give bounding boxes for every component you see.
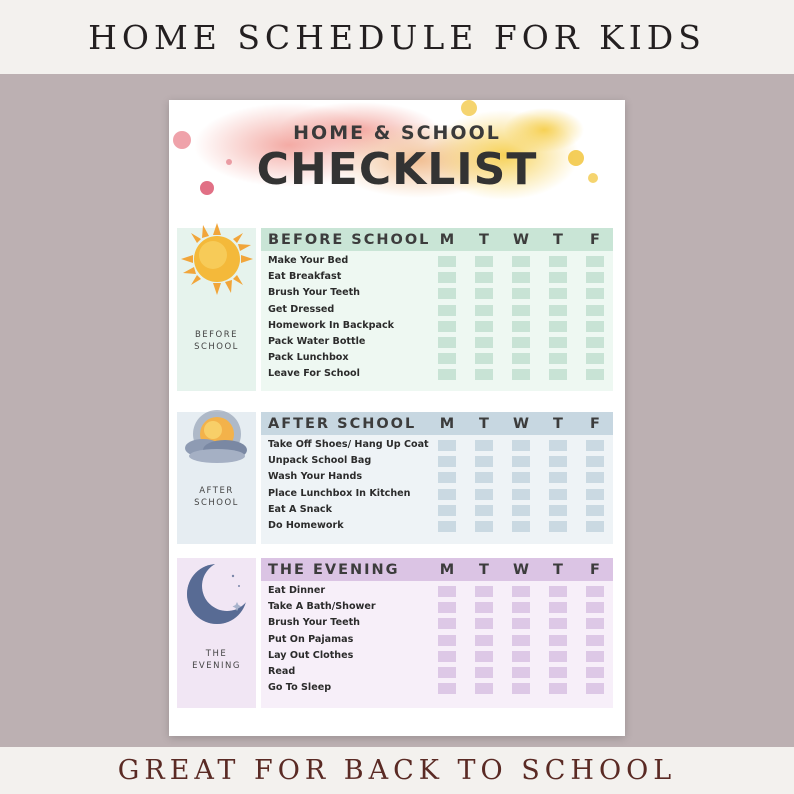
- checkbox-mon[interactable]: [438, 489, 456, 500]
- checkbox-wed[interactable]: [512, 489, 530, 500]
- side-label: AFTER SCHOOL: [194, 486, 239, 508]
- checkbox-thu[interactable]: [549, 618, 567, 629]
- checkbox-fri[interactable]: [586, 353, 604, 364]
- day-header-mon: M: [439, 232, 455, 248]
- checkbox-mon[interactable]: [438, 272, 456, 283]
- checkbox-fri[interactable]: [586, 256, 604, 267]
- checkbox-wed[interactable]: [512, 602, 530, 613]
- checkbox-mon[interactable]: [438, 321, 456, 332]
- day-header-wed: W: [513, 232, 529, 248]
- checkbox-wed[interactable]: [512, 353, 530, 364]
- checkbox-mon[interactable]: [438, 683, 456, 694]
- top-banner-text: HOME SCHEDULE FOR KIDS: [88, 17, 706, 57]
- task-label: Homework In Backpack: [268, 319, 395, 331]
- section-title: AFTER SCHOOL: [268, 416, 417, 432]
- section-before-school: [177, 228, 613, 391]
- checkbox-wed[interactable]: [512, 521, 530, 532]
- day-header-fri: F: [590, 416, 600, 432]
- checkbox-tue[interactable]: [475, 305, 493, 316]
- checkbox-fri[interactable]: [586, 505, 604, 516]
- checkbox-wed[interactable]: [512, 667, 530, 678]
- side-panel: [177, 412, 256, 544]
- checkbox-thu[interactable]: [549, 272, 567, 283]
- checkbox-mon[interactable]: [438, 288, 456, 299]
- checkbox-mon[interactable]: [438, 651, 456, 662]
- task-label: Eat Breakfast: [268, 271, 342, 283]
- task-label: Put On Pajamas: [268, 633, 354, 645]
- checkbox-tue[interactable]: [475, 618, 493, 629]
- checkbox-fri[interactable]: [586, 651, 604, 662]
- checkbox-fri[interactable]: [586, 369, 604, 380]
- checkbox-thu[interactable]: [549, 586, 567, 597]
- checkbox-fri[interactable]: [586, 635, 604, 646]
- checkbox-mon[interactable]: [438, 635, 456, 646]
- checkbox-thu[interactable]: [549, 472, 567, 483]
- checkbox-mon[interactable]: [438, 456, 456, 467]
- checkbox-fri[interactable]: [586, 305, 604, 316]
- task-label: Brush Your Teeth: [268, 617, 361, 629]
- task-label: Make Your Bed: [268, 255, 349, 266]
- checkbox-tue[interactable]: [475, 337, 493, 348]
- task-label: Read: [268, 666, 296, 677]
- checkbox-thu[interactable]: [549, 505, 567, 516]
- bottom-banner: [0, 747, 794, 794]
- checkbox-fri[interactable]: [586, 602, 604, 613]
- checkbox-wed[interactable]: [512, 337, 530, 348]
- checkbox-thu[interactable]: [549, 651, 567, 662]
- day-header-thu: T: [553, 562, 563, 578]
- checkbox-mon[interactable]: [438, 369, 456, 380]
- checkbox-wed[interactable]: [512, 683, 530, 694]
- sun-icon: [179, 221, 255, 297]
- checkbox-tue[interactable]: [475, 635, 493, 646]
- checkbox-tue[interactable]: [475, 353, 493, 364]
- checkbox-wed[interactable]: [512, 586, 530, 597]
- task-list: [261, 435, 613, 544]
- task-label: Place Lunchbox In Kitchen: [268, 487, 411, 499]
- checkbox-wed[interactable]: [512, 369, 530, 380]
- checkbox-tue[interactable]: [475, 440, 493, 451]
- section-title: BEFORE SCHOOL: [268, 232, 431, 248]
- task-label: Pack Lunchbox: [268, 352, 349, 364]
- checkbox-tue[interactable]: [475, 667, 493, 678]
- task-label: Get Dressed: [268, 303, 335, 315]
- checkbox-mon[interactable]: [438, 618, 456, 629]
- checkbox-fri[interactable]: [586, 521, 604, 532]
- checkbox-thu[interactable]: [549, 602, 567, 613]
- checkbox-mon[interactable]: [438, 256, 456, 267]
- sheet-subtitle: HOME & SCHOOL: [293, 122, 501, 144]
- checkbox-tue[interactable]: [475, 256, 493, 267]
- checkbox-tue[interactable]: [475, 489, 493, 500]
- checkbox-fri[interactable]: [586, 683, 604, 694]
- checkbox-tue[interactable]: [475, 288, 493, 299]
- checkbox-thu[interactable]: [549, 635, 567, 646]
- checkbox-wed[interactable]: [512, 635, 530, 646]
- checkbox-thu[interactable]: [549, 667, 567, 678]
- checkbox-mon[interactable]: [438, 521, 456, 532]
- checkbox-wed[interactable]: [512, 618, 530, 629]
- day-header-mon: M: [439, 416, 455, 432]
- side-label: BEFORE SCHOOL: [194, 330, 239, 352]
- checkbox-tue[interactable]: [475, 505, 493, 516]
- checkbox-mon[interactable]: [438, 305, 456, 316]
- section-after-school: [177, 412, 613, 544]
- day-header-thu: T: [553, 232, 563, 248]
- checkbox-thu[interactable]: [549, 337, 567, 348]
- checkbox-thu[interactable]: [549, 353, 567, 364]
- sheet-title: CHECKLIST: [256, 144, 538, 195]
- checkbox-tue[interactable]: [475, 472, 493, 483]
- checkbox-mon[interactable]: [438, 472, 456, 483]
- checkbox-wed[interactable]: [512, 256, 530, 267]
- side-panel: [177, 558, 256, 708]
- checkbox-fri[interactable]: [586, 288, 604, 299]
- checkbox-fri[interactable]: [586, 586, 604, 597]
- task-label: Unpack School Bag: [268, 455, 372, 467]
- day-header-fri: F: [590, 562, 600, 578]
- section-the-evening: [177, 558, 613, 708]
- checkbox-wed[interactable]: [512, 272, 530, 283]
- checkbox-tue[interactable]: [475, 602, 493, 613]
- checkbox-fri[interactable]: [586, 472, 604, 483]
- day-header-fri: F: [590, 232, 600, 248]
- checkbox-tue[interactable]: [475, 272, 493, 283]
- checkbox-tue[interactable]: [475, 456, 493, 467]
- checkbox-thu[interactable]: [549, 288, 567, 299]
- checkbox-tue[interactable]: [475, 586, 493, 597]
- task-label: Eat A Snack: [268, 503, 332, 515]
- task-label: Leave For School: [268, 368, 360, 380]
- checkbox-mon[interactable]: [438, 586, 456, 597]
- task-label: Lay Out Clothes: [268, 649, 354, 661]
- checkbox-thu[interactable]: [549, 305, 567, 316]
- checkbox-fri[interactable]: [586, 667, 604, 678]
- checkbox-mon[interactable]: [438, 667, 456, 678]
- section-header: [261, 228, 613, 251]
- day-header-wed: W: [513, 416, 529, 432]
- checkbox-fri[interactable]: [586, 337, 604, 348]
- checkbox-thu[interactable]: [549, 256, 567, 267]
- section-header: [261, 558, 613, 581]
- task-label: Go To Sleep: [268, 682, 332, 694]
- checkbox-mon[interactable]: [438, 353, 456, 364]
- day-header-wed: W: [513, 562, 529, 578]
- checkbox-thu[interactable]: [549, 456, 567, 467]
- day-header-tue: T: [479, 416, 489, 432]
- task-label: Wash Your Hands: [268, 471, 363, 483]
- checkbox-fri[interactable]: [586, 321, 604, 332]
- checkbox-wed[interactable]: [512, 440, 530, 451]
- section-header: [261, 412, 613, 435]
- checkbox-wed[interactable]: [512, 651, 530, 662]
- top-banner: [0, 0, 794, 74]
- sunset-cloud-icon: [179, 406, 255, 472]
- checkbox-fri[interactable]: [586, 456, 604, 467]
- checkbox-wed[interactable]: [512, 305, 530, 316]
- checkbox-thu[interactable]: [549, 521, 567, 532]
- task-list: [261, 251, 613, 391]
- checkbox-fri[interactable]: [586, 489, 604, 500]
- checklist-sheet: [169, 100, 625, 736]
- checkbox-thu[interactable]: [549, 683, 567, 694]
- task-label: Take A Bath/Shower: [268, 601, 376, 613]
- checkbox-fri[interactable]: [586, 272, 604, 283]
- checkbox-tue[interactable]: [475, 521, 493, 532]
- day-header-mon: M: [439, 562, 455, 578]
- side-label: THE EVENING: [192, 649, 241, 671]
- checkbox-wed[interactable]: [512, 456, 530, 467]
- checkbox-fri[interactable]: [586, 440, 604, 451]
- task-list: [261, 581, 613, 708]
- checkbox-thu[interactable]: [549, 440, 567, 451]
- moon-icon: [179, 556, 255, 632]
- checkbox-tue[interactable]: [475, 321, 493, 332]
- task-label: Eat Dinner: [268, 585, 326, 596]
- checkbox-tue[interactable]: [475, 683, 493, 694]
- checkbox-mon[interactable]: [438, 337, 456, 348]
- task-label: Brush Your Teeth: [268, 287, 361, 299]
- checkbox-tue[interactable]: [475, 651, 493, 662]
- task-label: Pack Water Bottle: [268, 336, 366, 347]
- checkbox-wed[interactable]: [512, 321, 530, 332]
- checkbox-thu[interactable]: [549, 321, 567, 332]
- checkbox-wed[interactable]: [512, 505, 530, 516]
- section-title: THE EVENING: [268, 562, 400, 578]
- checkbox-fri[interactable]: [586, 618, 604, 629]
- checkbox-mon[interactable]: [438, 440, 456, 451]
- side-panel: [177, 228, 256, 391]
- checkbox-tue[interactable]: [475, 369, 493, 380]
- day-header-tue: T: [479, 232, 489, 248]
- bottom-banner-text: GREAT FOR BACK TO SCHOOL: [117, 755, 677, 786]
- checkbox-mon[interactable]: [438, 602, 456, 613]
- checkbox-thu[interactable]: [549, 369, 567, 380]
- task-label: Do Homework: [268, 520, 344, 531]
- day-header-tue: T: [479, 562, 489, 578]
- checkbox-mon[interactable]: [438, 505, 456, 516]
- day-header-thu: T: [553, 416, 563, 432]
- checkbox-thu[interactable]: [549, 489, 567, 500]
- task-label: Take Off Shoes/ Hang Up Coat: [268, 439, 429, 450]
- checkbox-wed[interactable]: [512, 288, 530, 299]
- checkbox-wed[interactable]: [512, 472, 530, 483]
